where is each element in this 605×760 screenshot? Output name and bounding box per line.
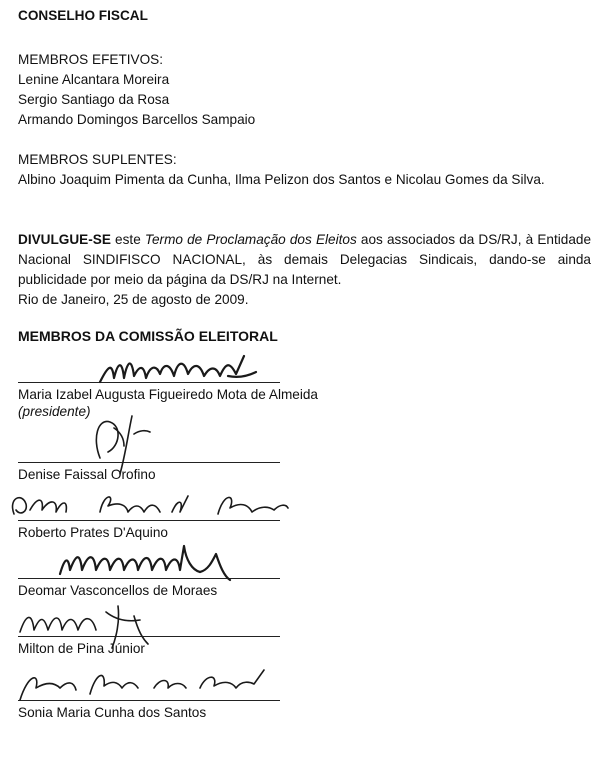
proclamation-term-title: Termo de Proclamação dos Eleitos bbox=[144, 232, 357, 247]
signatory-name: Milton de Pina Júnior bbox=[18, 641, 145, 656]
efetivos-section bbox=[18, 50, 591, 130]
handwritten-signature bbox=[4, 486, 304, 526]
efetivos-label: MEMBROS EFETIVOS: bbox=[18, 52, 164, 67]
handwritten-signature bbox=[56, 540, 256, 584]
suplentes-label: MEMBROS SUPLENTES: bbox=[18, 152, 177, 167]
signature-block bbox=[18, 462, 318, 483]
signature-block bbox=[18, 578, 318, 599]
signature-block bbox=[18, 700, 318, 721]
signatory-name: Deomar Vasconcellos de Moraes bbox=[18, 583, 218, 598]
handwritten-signature bbox=[14, 660, 274, 710]
suplentes-text: Albino Joaquim Pimenta da Cunha, Ilma Pelizon dos Santos e Nicolau Gomes da Silva. bbox=[18, 172, 545, 187]
member-name: Lenine Alcantara Moreira bbox=[18, 72, 170, 87]
member-name: Armando Domingos Barcellos Sampaio bbox=[18, 112, 256, 127]
signatory-role: (presidente) bbox=[18, 404, 91, 419]
member-name: Sergio Santiago da Rosa bbox=[18, 92, 170, 107]
proclamation-date: Rio de Janeiro, 25 de agosto de 2009. bbox=[18, 292, 249, 307]
proclamation-paragraph bbox=[18, 230, 591, 310]
signatory-name: Sonia Maria Cunha dos Santos bbox=[18, 705, 207, 720]
section-heading-conselho-fiscal: CONSELHO FISCAL bbox=[18, 8, 148, 23]
handwritten-signature bbox=[16, 602, 176, 646]
suplentes-section bbox=[18, 150, 591, 190]
handwritten-signature bbox=[98, 352, 298, 392]
signatory-name: Maria Izabel Augusta Figueiredo Mota de Almeida bbox=[18, 387, 318, 402]
signature-block bbox=[18, 520, 318, 541]
proclamation-text-a: este bbox=[110, 232, 145, 247]
signatory-name: Denise Faissal Orofino bbox=[18, 467, 156, 482]
handwritten-signature bbox=[80, 408, 200, 478]
proclamation-lead: DIVULGUE-SE bbox=[18, 232, 111, 247]
commission-heading: MEMBROS DA COMISSÃO ELEITORAL bbox=[18, 328, 278, 344]
signature-block bbox=[18, 636, 318, 657]
proclamation-text-b: aos associados da DS/RJ, à Entidade Nacional SINDIFISCO NACIONAL, às demais Delegacias Sindicais, dando-se ainda publicidade por meio da página da DS/RJ na Internet. bbox=[18, 232, 592, 287]
signatory-name: Roberto Prates D'Aquino bbox=[18, 525, 168, 540]
